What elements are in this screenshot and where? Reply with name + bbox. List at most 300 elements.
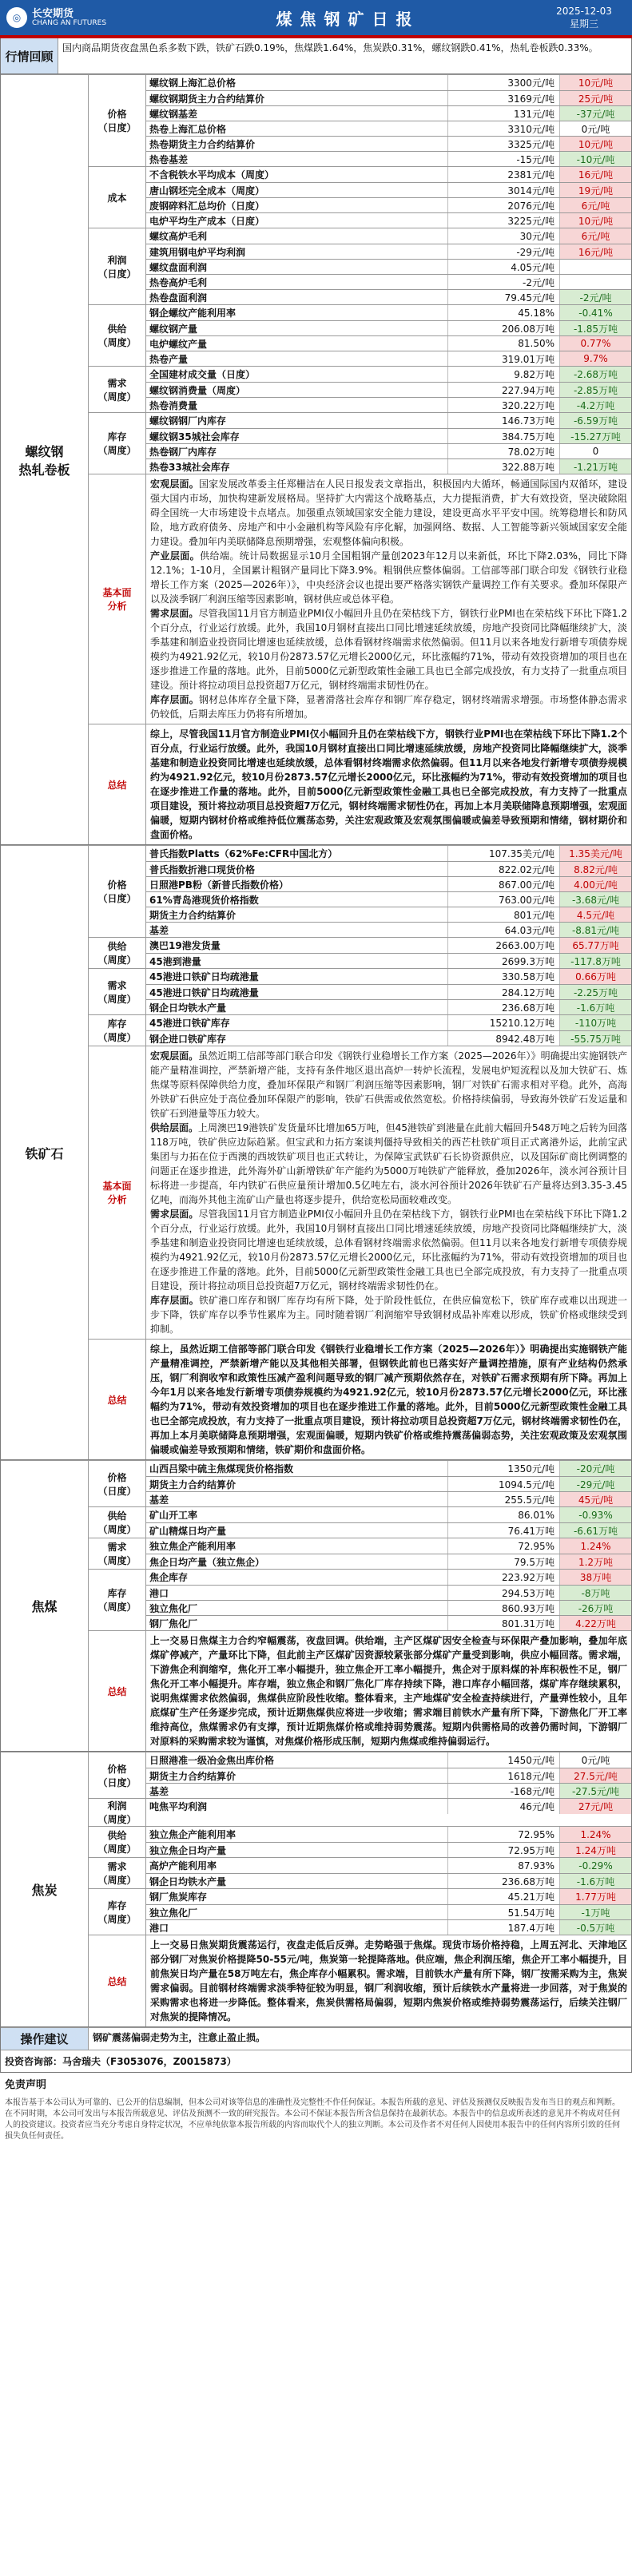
table-row <box>146 458 631 474</box>
company-logo <box>0 7 160 28</box>
item-name: 螺纹高炉毛利 <box>149 231 208 242</box>
item-change: -29元/吨 <box>559 1477 631 1491</box>
item-name: 期货主力合约结算价 <box>149 909 237 921</box>
item-change: -10元/吨 <box>559 152 631 166</box>
item-value: 2076元/吨 <box>447 198 559 212</box>
item-value: 330.58万吨 <box>447 969 559 984</box>
analysis-paragraph-body: 钢材总体库存全量下降，显著滑落社会库存和钢厂库存稳定，钢材终端需求增强。市场整体静态需求仍较低，后期去库压力仍将有所增加。 <box>150 694 627 720</box>
table-row <box>146 1554 631 1569</box>
table-row <box>146 212 631 228</box>
item-name: 港口 <box>149 1587 169 1599</box>
item-name: 钢企日均铁水产量 <box>149 1002 227 1014</box>
steel-group-3-label: 供给 （周度） <box>89 305 146 366</box>
analysis-paragraph-body: 尽管我国11月官方制造业PMI仅小幅回升且仍在荣枯线下方，钢铁行业PMI也在荣枯线下环比下降1.2个百分点，行业运行放缓。此外，我国10月钢材直接出口同比增速延续放缓，房地产投资同比降幅继续扩大，淡季基建和制造业投资同比增速也延续放缓，总体看钢材终端需求依然偏弱。但11月以来各地发行新增专项债券规模约为4921.92亿元，较10月份2873.57亿元增长2000亿元，环比涨幅约为71%，带动有效投资增加的项目也在逐步推进工作量的落地。此外，目前5000亿元新型政策性金融工具也已全部完成投放，有力支持了一批重点项目建设，预计将拉动项目总投资超7万亿元，钢材终端需求韧性仍在。 <box>150 1209 627 1292</box>
item-change: -110万吨 <box>559 1015 631 1030</box>
table-row <box>146 335 631 351</box>
item-change: 25元/吨 <box>559 91 631 105</box>
item-name: 普氏指数Platts（62%Fe:CFR中国北方） <box>149 848 338 859</box>
table-row <box>146 953 631 968</box>
item-change: 6元/吨 <box>559 198 631 212</box>
analysis-text <box>146 474 631 724</box>
table-row <box>146 167 631 182</box>
ore-summary-label: 总结 <box>89 1340 146 1459</box>
item-name: 钢企日均铁水产量 <box>149 1875 227 1887</box>
item-value: 2381元/吨 <box>447 167 559 182</box>
item-value: 1618元/吨 <box>447 1768 559 1783</box>
item-name: 独立焦企产能利用率 <box>149 1829 237 1840</box>
item-name: 45港到港量 <box>149 955 201 967</box>
item-name: 基差 <box>149 924 169 936</box>
table-row <box>146 1858 631 1873</box>
item-name: 建筑用钢电炉平均利润 <box>149 246 246 258</box>
item-value: 284.12万吨 <box>447 985 559 999</box>
item-name: 螺纹钢钢厂内库存 <box>149 415 227 427</box>
item-change: 0元/吨 <box>559 1752 631 1768</box>
item-value: 87.93% <box>447 1858 559 1873</box>
item-change: -2.68万吨 <box>559 367 631 382</box>
coke-group-0-label: 价格 （日度） <box>89 1461 146 1506</box>
cokec-group-0-label: 价格 （日度） <box>89 1752 146 1798</box>
advice-section <box>0 2027 632 2073</box>
ore-summary-text: 综上，虽然近期工信部等部门联合印发《钢铁行业稳增长工作方案（2025—2026年）》明确提出实施钢铁产能产量精准调控，严禁新增产能以及其他相关部署，但钢铁此前也已落实好产量调控措施，原有产业结构仍然承压，钢厂利润收窄和政策性压减产盈利问题导致的钢厂减产预期依然存在，对铁矿石需求预期有所下降。再加上今年1月以来各地发行新增专项债券规模约为4921.92亿元，较10月份2873.57亿元增长2000亿元，环比涨幅约为71%，带动有效投资增加的项目也在逐步推进工作量的落地。此外，目前5000亿元新型政策性金融工具也已全部完成投放，有力支持了一批重点项目建设，预计将拉动项目总投资超7万亿元，钢材终端需求韧性仍在，再加上本月美联储降息预期增强，宏观面偏暖，短期内铁矿价格或维持震荡偏弱态势，关注宏观政策及宏观氛围偏暖或偏差导致预期和情绪，铁矿期价和盘面价格。 <box>150 1344 627 1455</box>
item-name: 独立焦化厂 <box>149 1602 198 1614</box>
table-row <box>146 259 631 274</box>
item-name: 热卷高炉毛利 <box>149 276 208 288</box>
table-row <box>146 197 631 212</box>
item-value: -168元/吨 <box>447 1784 559 1798</box>
steel-group-2-label: 利润 （日度） <box>89 228 146 304</box>
table-row <box>146 1015 631 1030</box>
table-row <box>146 382 631 397</box>
item-change: -8万吨 <box>559 1586 631 1600</box>
table-row <box>146 1570 631 1585</box>
item-change: -27.5元/吨 <box>559 1784 631 1798</box>
item-name: 独立焦企产能利用率 <box>149 1541 237 1552</box>
item-change: 4.00元/吨 <box>559 877 631 891</box>
table-row <box>146 999 631 1014</box>
ore-group-3-label: 库存 （周度） <box>89 1015 146 1046</box>
table-row <box>146 876 631 891</box>
item-name: 全国建材成交量（日度） <box>149 369 256 380</box>
item-name: 螺纹钢消费量（周度） <box>149 384 246 396</box>
table-row <box>146 105 631 121</box>
table-row <box>146 228 631 244</box>
item-name: 45港进口铁矿日均疏港量 <box>149 986 259 998</box>
item-name: 螺纹钢上海汇总价格 <box>149 77 237 89</box>
item-value: -15元/吨 <box>447 152 559 166</box>
item-value: 3300元/吨 <box>447 75 559 90</box>
review-text: 国内商品期货夜盘黑色系多数下跌，铁矿石跌0.19%，焦煤跌1.64%，焦炭跌0.31%，螺纹钢跌0.41%，热轧卷板跌0.33%。 <box>62 42 598 54</box>
table-row <box>146 90 631 105</box>
coke-group-1-label: 供给 （周度） <box>89 1507 146 1538</box>
steel-analysis-label: 基本面 分析 <box>89 474 146 724</box>
table-row <box>146 1476 631 1491</box>
item-value: 72.95万吨 <box>447 1843 559 1857</box>
item-value: 79.45元/吨 <box>447 290 559 304</box>
steel-big-label: 螺纹钢 热轧卷板 <box>1 75 89 844</box>
item-change: -15.27万吨 <box>559 429 631 443</box>
item-value: 46元/吨 <box>447 1799 559 1814</box>
ore-group-1-label: 供给 （周度） <box>89 938 146 968</box>
table-row <box>146 1600 631 1615</box>
item-change: -1.6万吨 <box>559 1000 631 1014</box>
item-value: 860.93万吨 <box>447 1601 559 1615</box>
item-name: 钢厂焦化厂 <box>149 1617 198 1629</box>
item-name: 钢企螺纹产能利用率 <box>149 308 237 319</box>
item-name: 矿山开工率 <box>149 1510 198 1521</box>
item-change: 45元/吨 <box>559 1492 631 1506</box>
steel-summary-text: 综上，尽管我国11月官方制造业PMI仅小幅回升且仍在荣枯线下方，钢铁行业PMI也在荣枯线下环比下降1.2个百分点，行业运行放缓。此外，我国10月钢材直接出口同比增速延续放缓，房地产投资同比降幅继续扩大，淡季基建和制造业投资同比增速也延续放缓，总体看钢材终端需求依然偏弱。但11月以来各地发行新增专项债券规模约为4921.92亿元，较10月份2873.57亿元增长2000亿元，环比涨幅约为71%，带动有效投资增加的项目也在逐步推进工作量的落地。此外，目前5000亿元新型政策性金融工具也已全部完成投放，有力支持了一批重点项目建设，预计将拉动项目总投资超7万亿元，钢材终端需求韧性仍在，再加上本月美联储降息预期增强，宏观面偏暖，短期内钢材价格或维持低位震荡态势，关注宏观政策及宏观氛围偏暖或偏差导致预期和情绪，钢材期价和盘面价格。 <box>150 728 627 840</box>
table-row <box>146 1507 631 1522</box>
analysis-text <box>146 1046 631 1339</box>
item-value: 294.53万吨 <box>447 1586 559 1600</box>
table-row <box>146 969 631 984</box>
item-value: 30元/吨 <box>447 228 559 244</box>
table-row <box>146 1768 631 1783</box>
table-row <box>146 136 631 151</box>
item-name: 热卷消费量 <box>149 399 198 411</box>
cokec-summary-text: 上一交易日焦炭期货震荡运行，夜盘走低后反弹。走势略强于焦煤。现货市场价格持稳，上周五河北、天津地区部分钢厂对焦炭价格提降50-55元/吨，焦炭第一轮提降落地。供应端，焦企利润压缩，焦企开工率小幅提升，目前焦炭日均产量在58万吨左右，焦企库存小幅累积。需求端，目前铁水产量有所下降，钢厂按需采购为主，焦炭需求偏弱。目前钢材终端需求淡季特征较为明显，钢厂利润收缩，预计后续铁水产量将进一步回落，对于焦炭的采购需求也将进一步降低。整体看来，焦炭供需格局偏弱，短期内焦炭价格或维持弱势震荡运行，后续关注钢厂对焦炭的提降情况。 <box>150 1939 627 2022</box>
report-header <box>0 0 632 35</box>
item-change <box>559 275 631 289</box>
item-name: 基差 <box>149 1785 169 1797</box>
table-row <box>146 1904 631 1919</box>
item-change: 27元/吨 <box>559 1799 631 1814</box>
table-row <box>146 1919 631 1935</box>
analysis-paragraph-heading: 需求层面。 <box>150 1209 199 1220</box>
logo-cn: 长安期货 <box>32 7 74 20</box>
item-value: 72.95% <box>447 1827 559 1842</box>
item-name: 期货主力合约结算价 <box>149 1770 237 1782</box>
item-change: 4.5元/吨 <box>559 907 631 922</box>
item-name: 热卷钢厂内库存 <box>149 446 217 458</box>
item-name: 高炉产能利用率 <box>149 1860 217 1871</box>
table-row <box>146 367 631 382</box>
item-change: -1.6万吨 <box>559 1874 631 1888</box>
item-value: -29元/吨 <box>447 244 559 259</box>
cokec-group-1-label: 利润 （周度） <box>89 1799 146 1826</box>
item-name: 热卷盘面利润 <box>149 292 208 304</box>
item-value: 255.5元/吨 <box>447 1492 559 1506</box>
item-name: 钢厂焦炭库存 <box>149 1891 208 1903</box>
item-name: 焦企日均产量（独立焦企） <box>149 1556 265 1568</box>
item-value: 801元/吨 <box>447 907 559 922</box>
item-name: 澳巴19港发货量 <box>149 940 221 951</box>
item-name: 电炉平均生产成本（日度） <box>149 215 265 227</box>
item-change: 0.77% <box>559 336 631 351</box>
item-name: 螺纹钢产量 <box>149 323 198 335</box>
item-value: 3169元/吨 <box>447 91 559 105</box>
item-value: 79.5万吨 <box>447 1554 559 1569</box>
item-value: 51.54万吨 <box>447 1905 559 1919</box>
coke-summary-label: 总结 <box>89 1631 146 1751</box>
item-change: -2.25万吨 <box>559 985 631 999</box>
item-change: 19元/吨 <box>559 183 631 197</box>
item-name: 基差 <box>149 1494 169 1506</box>
item-change: -3.68元/吨 <box>559 892 631 907</box>
table-row <box>146 1491 631 1506</box>
item-name: 独立焦企日均产量 <box>149 1844 227 1856</box>
coke-summary-text: 上一交易日焦煤主力合约窄幅震荡，夜盘回调。供给端，主产区煤矿因安全检查与环保限产叠加影响，叠加年底煤矿停减产，产量环比下降，但此前主产区煤矿因资源较紧张部分煤矿产量受到影响，供应小幅回落。需求端，下游焦企利润缩窄，焦化开工率小幅提升，独立焦企开工率小幅提升，焦企对于原料煤的补库积极性不足，钢厂焦化开工率小幅提升。库存端，独立焦企和钢厂焦化厂库存持续下降，港口库存小幅回落，煤矿库存继续累积，说明焦煤需求依然偏弱，焦煤供应阶段性收缩。整体看来，主产地煤矿安全检查持续进行，产量弹性较小，且年底煤矿生产任务逐步完成，预计近期焦煤供应将进一步收缩；需求端目前铁水产量有所下降，下游焦化厂开工率维持高位，焦煤需求仍有支撑，预计近期焦煤价格或维持弱势震荡。短期内供需格局的改善仍需时间，下游钢厂对原料的采购需求较为谨慎，对焦煤价格形成压制，短期内焦煤或维持偏弱运行。 <box>150 1635 627 1747</box>
coke-section <box>0 1752 632 2027</box>
table-row <box>146 1585 631 1600</box>
cokec-group-4-label: 库存 （周度） <box>89 1889 146 1935</box>
item-value: 15210.12万吨 <box>447 1015 559 1030</box>
table-row <box>146 1827 631 1842</box>
cokec-summary-label: 总结 <box>89 1935 146 2026</box>
item-value: 236.68万吨 <box>447 1000 559 1014</box>
review-section <box>0 38 632 74</box>
item-change: 10元/吨 <box>559 213 631 228</box>
analysis-paragraph-heading: 宏观层面。 <box>150 1050 199 1062</box>
item-change: -20元/吨 <box>559 1461 631 1476</box>
analysis-paragraph-heading: 产业层面。 <box>150 550 201 562</box>
item-name: 钢企进口铁矿库存 <box>149 1033 227 1045</box>
item-change: 38万吨 <box>559 1570 631 1585</box>
item-name: 废钢碎料汇总均价（日度） <box>149 200 265 212</box>
item-name: 热卷产量 <box>149 353 189 365</box>
table-row <box>146 244 631 259</box>
table-row <box>146 846 631 861</box>
review-label: 行情回顾 <box>1 38 58 73</box>
item-value: 3225元/吨 <box>447 213 559 228</box>
item-value: 3014元/吨 <box>447 183 559 197</box>
item-change: -0.5万吨 <box>559 1920 631 1935</box>
item-name: 热卷33城社会库存 <box>149 461 230 473</box>
item-change: 65.77万吨 <box>559 938 631 953</box>
item-name: 港口 <box>149 1922 169 1934</box>
item-change: 16元/吨 <box>559 244 631 259</box>
ore-section <box>0 845 632 1460</box>
table-row <box>146 305 631 320</box>
item-name: 45港进口铁矿库存 <box>149 1018 230 1029</box>
item-value: 227.94万吨 <box>447 383 559 397</box>
item-value: 8942.48万吨 <box>447 1031 559 1046</box>
item-value: 320.22万吨 <box>447 398 559 412</box>
item-change: 0.66万吨 <box>559 969 631 984</box>
table-row <box>146 121 631 136</box>
table-row <box>146 1752 631 1768</box>
item-name: 螺纹钢35城社会库存 <box>149 431 240 443</box>
item-value: 64.03元/吨 <box>447 923 559 937</box>
table-row <box>146 1783 631 1798</box>
item-change: 10元/吨 <box>559 75 631 90</box>
analysis-paragraph-heading: 库存层面。 <box>150 694 199 705</box>
table-row <box>146 1842 631 1857</box>
item-change: -2.85万吨 <box>559 383 631 397</box>
table-row <box>146 861 631 876</box>
disclaimer-title: 免责声明 <box>5 2079 47 2091</box>
ore-analysis-label: 基本面 分析 <box>89 1046 146 1339</box>
disclaimer-text: 本报告基于本公司认为可靠的、已公开的信息编制，但本公司对该等信息的准确性及完整性不作任何保证。本报告所载的意见、评估及预测仅反映报告发布当日的观点和判断。在不同时期，本公司可发出与本报告所载意见、评估及预测不一致的研究报告。本公司不保证本报告所含信息保持在最新状态。本报告中的信息或所表述的意见并不构成对任何人的投资建议。投资者应当充分考虑自身特定状况，不应单纯依靠本报告所载的内容而取代个人的独立判断。本公司及作者不对任何人因使用本报告中的任何内容所引致的任何损失负任何责任。 <box>5 2098 620 2141</box>
item-change: -2元/吨 <box>559 290 631 304</box>
item-name: 螺纹钢期货主力合约结算价 <box>149 93 265 105</box>
item-change <box>559 260 631 274</box>
advice-label: 操作建议 <box>1 2028 89 2050</box>
ore-big-label: 铁矿石 <box>1 846 89 1459</box>
item-value: 45.21万吨 <box>447 1889 559 1904</box>
table-row <box>146 182 631 197</box>
table-row <box>146 75 631 90</box>
coke-big-label: 焦煤 <box>1 1461 89 1751</box>
table-row <box>146 413 631 428</box>
logo-en: CHANG AN FUTURES <box>32 18 107 27</box>
report-title: 煤焦钢矿日报 <box>276 9 420 29</box>
item-value: 822.02元/吨 <box>447 862 559 876</box>
steel-section <box>0 74 632 845</box>
item-change: 10元/吨 <box>559 137 631 151</box>
cokec-group-2-label: 供给 （周度） <box>89 1827 146 1857</box>
coking-coal-section <box>0 1460 632 1752</box>
table-row <box>146 984 631 999</box>
item-change: 1.24万吨 <box>559 1843 631 1857</box>
analysis-paragraph-heading: 供给层面。 <box>150 1122 199 1133</box>
analysis-paragraph-body: 尽管我国11月官方制造业PMI仅小幅回升且仍在荣枯线下方，钢铁行业PMI也在荣枯线下环比下降1.2个百分点，行业运行放缓。此外，我国10月钢材直接出口同比增速延续放缓，房地产投资同比降幅继续扩大，淡季基建和制造业投资同比增速也延续放缓，总体看钢材终端需求依然偏弱。但11月以来各地发行新增专项债券规模约为4921.92亿元，较10月份2873.57亿元增长2000亿元，环比涨幅约71%，带动有效投资增加的项目也在逐步推进工作量的落地。此外，目前5000亿元新型政策性金融工具也已全部完成投放，有力支持了一批重点项目建设。预计将拉动项目总投资超7万亿元，钢材终端需求韧性仍在。 <box>150 608 627 691</box>
analysis-paragraph-body: 虽然近期工信部等部门联合印发《钢铁行业稳增长工作方案（2025—2026年）》明确提出实施钢铁产能产量精准调控，严禁新增产能，支持有条件地区退出高炉一转炉长流程，发展电炉短流程以及加大铁矿石、炼焦煤等原料保障供给力度，叠加环保限产和钢厂利润压缩等因素影响，钢厂对铁矿石需求相对平稳。此外，高海外铁矿石供应处于高位叠加环保限产的影响，铁矿石供需或依然宽松。价格持续偏弱，导致海外铁矿石发运量和铁矿石到港量等压力较大。 <box>150 1050 627 1119</box>
item-value: -2元/吨 <box>447 275 559 289</box>
item-name: 唐山钢坯完全成本（周度） <box>149 185 265 196</box>
item-value: 107.35美元/吨 <box>447 846 559 861</box>
item-name: 期货主力合约结算价 <box>149 1479 237 1490</box>
item-value: 236.68万吨 <box>447 1874 559 1888</box>
item-change: -0.93% <box>559 1507 631 1522</box>
analysis-paragraph-heading: 需求层面。 <box>150 608 199 619</box>
steel-group-5-label: 库存 （周度） <box>89 413 146 474</box>
advice-text: 钢矿震荡偏弱走势为主，注意止盈止损。 <box>93 2032 266 2043</box>
item-value: 45.18% <box>447 305 559 320</box>
item-value: 4.05元/吨 <box>447 260 559 274</box>
item-change: 16元/吨 <box>559 167 631 182</box>
item-name: 不含税铁水平均成本（周度） <box>149 169 275 181</box>
item-change: -4.2万吨 <box>559 398 631 412</box>
item-value: 187.4万吨 <box>447 1920 559 1935</box>
item-name: 61%青岛港现货价格指数 <box>149 894 259 906</box>
table-row <box>146 1538 631 1554</box>
item-change: -117.8万吨 <box>559 954 631 968</box>
coke-group-3-label: 库存 （周度） <box>89 1570 146 1630</box>
table-row <box>146 320 631 335</box>
item-name: 独立焦化厂 <box>149 1907 198 1919</box>
item-value: 86.01% <box>447 1507 559 1522</box>
coke-group-2-label: 需求 （周度） <box>89 1538 146 1569</box>
item-change: -0.29% <box>559 1858 631 1873</box>
item-name: 日照港准一级冶金焦出库价格 <box>149 1755 275 1766</box>
item-value: 131元/吨 <box>447 106 559 121</box>
item-value: 1350元/吨 <box>447 1461 559 1476</box>
report-date <box>536 5 632 30</box>
item-name: 螺纹钢基差 <box>149 108 198 120</box>
item-change: -26万吨 <box>559 1601 631 1615</box>
item-change: 9.7% <box>559 351 631 366</box>
item-value: 3310元/吨 <box>447 121 559 136</box>
item-value: 2663.00万吨 <box>447 938 559 953</box>
item-change: 27.5元/吨 <box>559 1768 631 1783</box>
item-name: 螺纹盘面利润 <box>149 261 208 273</box>
table-row <box>146 907 631 922</box>
item-change: -1.85万吨 <box>559 321 631 335</box>
item-change: -0.41% <box>559 305 631 320</box>
item-change: -1.21万吨 <box>559 459 631 474</box>
table-row <box>146 443 631 458</box>
item-change: -1万吨 <box>559 1905 631 1919</box>
table-row <box>146 274 631 289</box>
item-value: 78.02万吨 <box>447 444 559 458</box>
item-change: 1.77万吨 <box>559 1889 631 1904</box>
table-row <box>146 289 631 304</box>
table-row <box>146 938 631 953</box>
item-value: 72.95% <box>447 1538 559 1554</box>
table-row <box>146 1799 631 1814</box>
steel-group-0-label: 价格 （日度） <box>89 75 146 166</box>
weekday-text: 星期三 <box>569 18 598 30</box>
table-row <box>146 397 631 412</box>
item-name: 45港进口铁矿日均疏港量 <box>149 971 259 982</box>
item-change: 6元/吨 <box>559 228 631 244</box>
item-value: 223.92万吨 <box>447 1570 559 1585</box>
item-value: 9.82万吨 <box>447 367 559 382</box>
item-change: 0元/吨 <box>559 121 631 136</box>
item-change: 8.82元/吨 <box>559 862 631 876</box>
analysis-paragraph-heading: 宏观层面。 <box>150 478 199 490</box>
item-change: -37元/吨 <box>559 106 631 121</box>
steel-group-1-label: 成本 <box>89 167 146 228</box>
item-change: -6.59万吨 <box>559 413 631 428</box>
item-change: 1.24% <box>559 1827 631 1842</box>
item-value: 2699.3万吨 <box>447 954 559 968</box>
item-value: 384.75万吨 <box>447 429 559 443</box>
item-value: 867.00元/吨 <box>447 877 559 891</box>
table-row <box>146 151 631 166</box>
table-row <box>146 891 631 907</box>
company-logo-icon: ◎ <box>6 7 27 28</box>
steel-summary-label: 总结 <box>89 724 146 844</box>
item-change: -6.61万吨 <box>559 1523 631 1538</box>
item-name: 热卷基差 <box>149 153 189 165</box>
item-value: 801.31万吨 <box>447 1616 559 1630</box>
item-change: -55.75万吨 <box>559 1031 631 1046</box>
item-name: 普氏指数折港口现货价格 <box>149 863 256 875</box>
item-value: 322.88万吨 <box>447 459 559 474</box>
item-value: 763.00元/吨 <box>447 892 559 907</box>
item-change: 0 <box>559 444 631 458</box>
analysis-paragraph-body: 铁矿港口库存和钢厂库存均有所下降，处于阶段性低位，在供应偏宽松下，铁矿库存或难以出现进一步下降，铁矿库存以季节性累库为主。同时随着钢厂利润缩窄导致钢材成品补库难以形成，铁矿价格或继续受到抑制。 <box>150 1295 627 1335</box>
item-name: 电炉螺纹产量 <box>149 338 208 350</box>
item-value: 206.08万吨 <box>447 321 559 335</box>
analysis-paragraph-body: 供给端。统计局数据显示10月全国粗钢产量创2023年12月以来新低，环比下降2.03%，同比下降12.1%；1-10月，全国累计粗钢产量同比下降3.9%。粗钢供应整体偏弱。工信部等部门联合印发《钢铁行业稳增长工作方案（2025—2026年）》，中央经济会议也提出要严格落实钢铁产量调控工作有关要求。叠加环保限产以及淡季钢厂利润压缩等因素影响，钢材供应或总体平稳。 <box>150 550 627 605</box>
table-row <box>146 1522 631 1538</box>
table-row <box>146 1615 631 1630</box>
analysis-paragraph-body: 国家发展改革委主任郑栅洁在人民日报发表文章指出，积极国内大循环，畅通国际国内双循环，建设强大国内市场，加快构建新发展格局。坚持扩大内需这个战略基点，大力提振消费，扩大有效投资，坚决破除阻碍全国统一大市场建设卡点堵点。加强重点领域国家安全能力建设，建设更高水平平安中国。统筹稳增长和防风险，地方政府债务、房地产和中小金融机构等风险有序化解，加强网络、数据、人工智能等新兴领域国家安全能力建设。叠加年内美联储降息预期增强，宏观整体偏向积极。 <box>150 478 627 547</box>
item-name: 日照港PB粉（新普氏指数价格） <box>149 879 288 891</box>
ore-group-0-label: 价格 （日度） <box>89 846 146 937</box>
analysis-paragraph-heading: 库存层面。 <box>150 1295 199 1306</box>
item-value: 1094.5元/吨 <box>447 1477 559 1491</box>
item-change: 4.22万吨 <box>559 1616 631 1630</box>
table-row <box>146 1030 631 1046</box>
item-value: 81.50% <box>447 336 559 351</box>
item-name: 吨焦平均利润 <box>149 1801 208 1812</box>
item-name: 热卷期货主力合约结算价 <box>149 138 256 150</box>
item-change: -8.81元/吨 <box>559 923 631 937</box>
table-row <box>146 1873 631 1888</box>
item-name: 矿山精煤日均产量 <box>149 1525 227 1537</box>
author-text: 投资咨询部：马舍瑞夫（F3053076，Z0015873） <box>5 2056 237 2067</box>
table-row <box>146 351 631 366</box>
table-row <box>146 428 631 443</box>
ore-group-2-label: 需求 （周度） <box>89 969 146 1014</box>
cokec-big-label: 焦炭 <box>1 1752 89 2026</box>
item-value: 76.41万吨 <box>447 1523 559 1538</box>
